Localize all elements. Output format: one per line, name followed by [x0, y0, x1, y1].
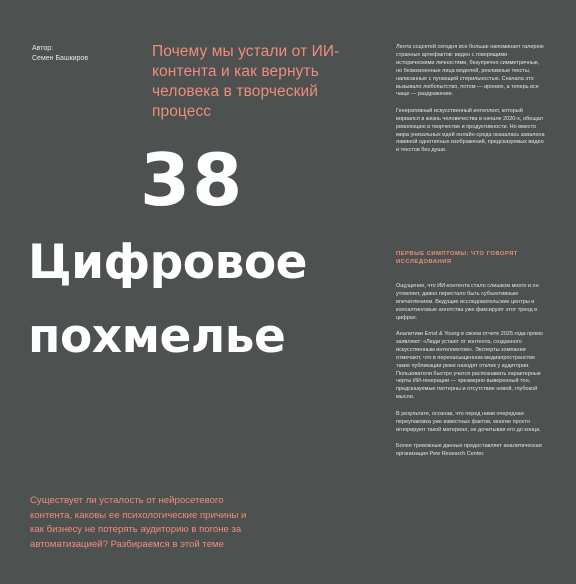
issue-number: 38 [140, 138, 245, 222]
column-body [396, 283, 546, 467]
article-lead: Существует ли усталость от нейросетевого контента, каковы ее психологические причины и как бизнесу не потерять аудиторию в погоне за автоматизацией? Разбираемся в этой теме [30, 495, 247, 550]
body-paragraph: Более тревожные данные предоставляет аналитическая организация Pew Research Center. [396, 442, 542, 457]
author-name: Семен Башкиров [32, 55, 89, 62]
author-label: Автор: [32, 45, 54, 52]
section-heading: ПЕРВЫЕ СИМПТОМЫ: ЧТО ГОВОРЯТ ИССЛЕДОВАНИЯ [396, 251, 518, 265]
article-subtitle: Почему мы устали от ИИ-контента и как вернуть человека в творческий процесс [152, 43, 340, 120]
headline-line-1: Цифровое [28, 235, 308, 290]
article-headline [28, 226, 358, 374]
body-paragraph: В результате, осознав, что перед ними очередная переупаковка уже известных фактов, многие просто игнорируют такой материал, не дочитывая его до конца. [396, 410, 541, 433]
body-paragraph: Ощущение, что ИИ-контента стало слишком много и он утомляет, давно перестало быть субъективным впечатлением. Ведущие исследовательские центры и консалтинговые агентства уже фиксируют этот тренд в цифрах. [396, 283, 539, 321]
author-block [32, 44, 88, 64]
headline-line-2: похмелье [28, 309, 286, 364]
intro-paragraph: Лента соцсетей сегодня все больше напоминает галерею странных артефактов: видео с говорящими историческими личностями, безупречно симметричные, но безжизненные лица моделей, рекламные тексты, написанные с пугающей стерильностью. Сначала это вызывало любопытство, потом — иронию, а теперь все чаще — раздражение. [396, 44, 544, 98]
intro-paragraph: Генеративный искусственный интеллект, который ворвался в жизнь человечества в начале 2020-х, обещал революцию в творчестве и продуктивности. Но вместо мира уникальных идей онлайн-среда оказалась завалена лавиной однотипных изображений, предсказуемых видео и текстов без души. [396, 107, 545, 154]
body-paragraph: Аналитики Ernst & Young в своем отчете 2025 года прямо заявляют: «Люди устают от контента, созданного искусственным интеллектом». Эксперты компании отмечают, что в перенасыщенном медиапространстве такие публикации реже находят отклик у аудитории. Пользователи быстро учатся распознавать характерные черты ИИ-генерации — чрезмерно выверенный тон, предсказуемые паттерны и отсутствие новой, глубокой мысли. [396, 331, 543, 401]
column-intro [396, 44, 546, 164]
